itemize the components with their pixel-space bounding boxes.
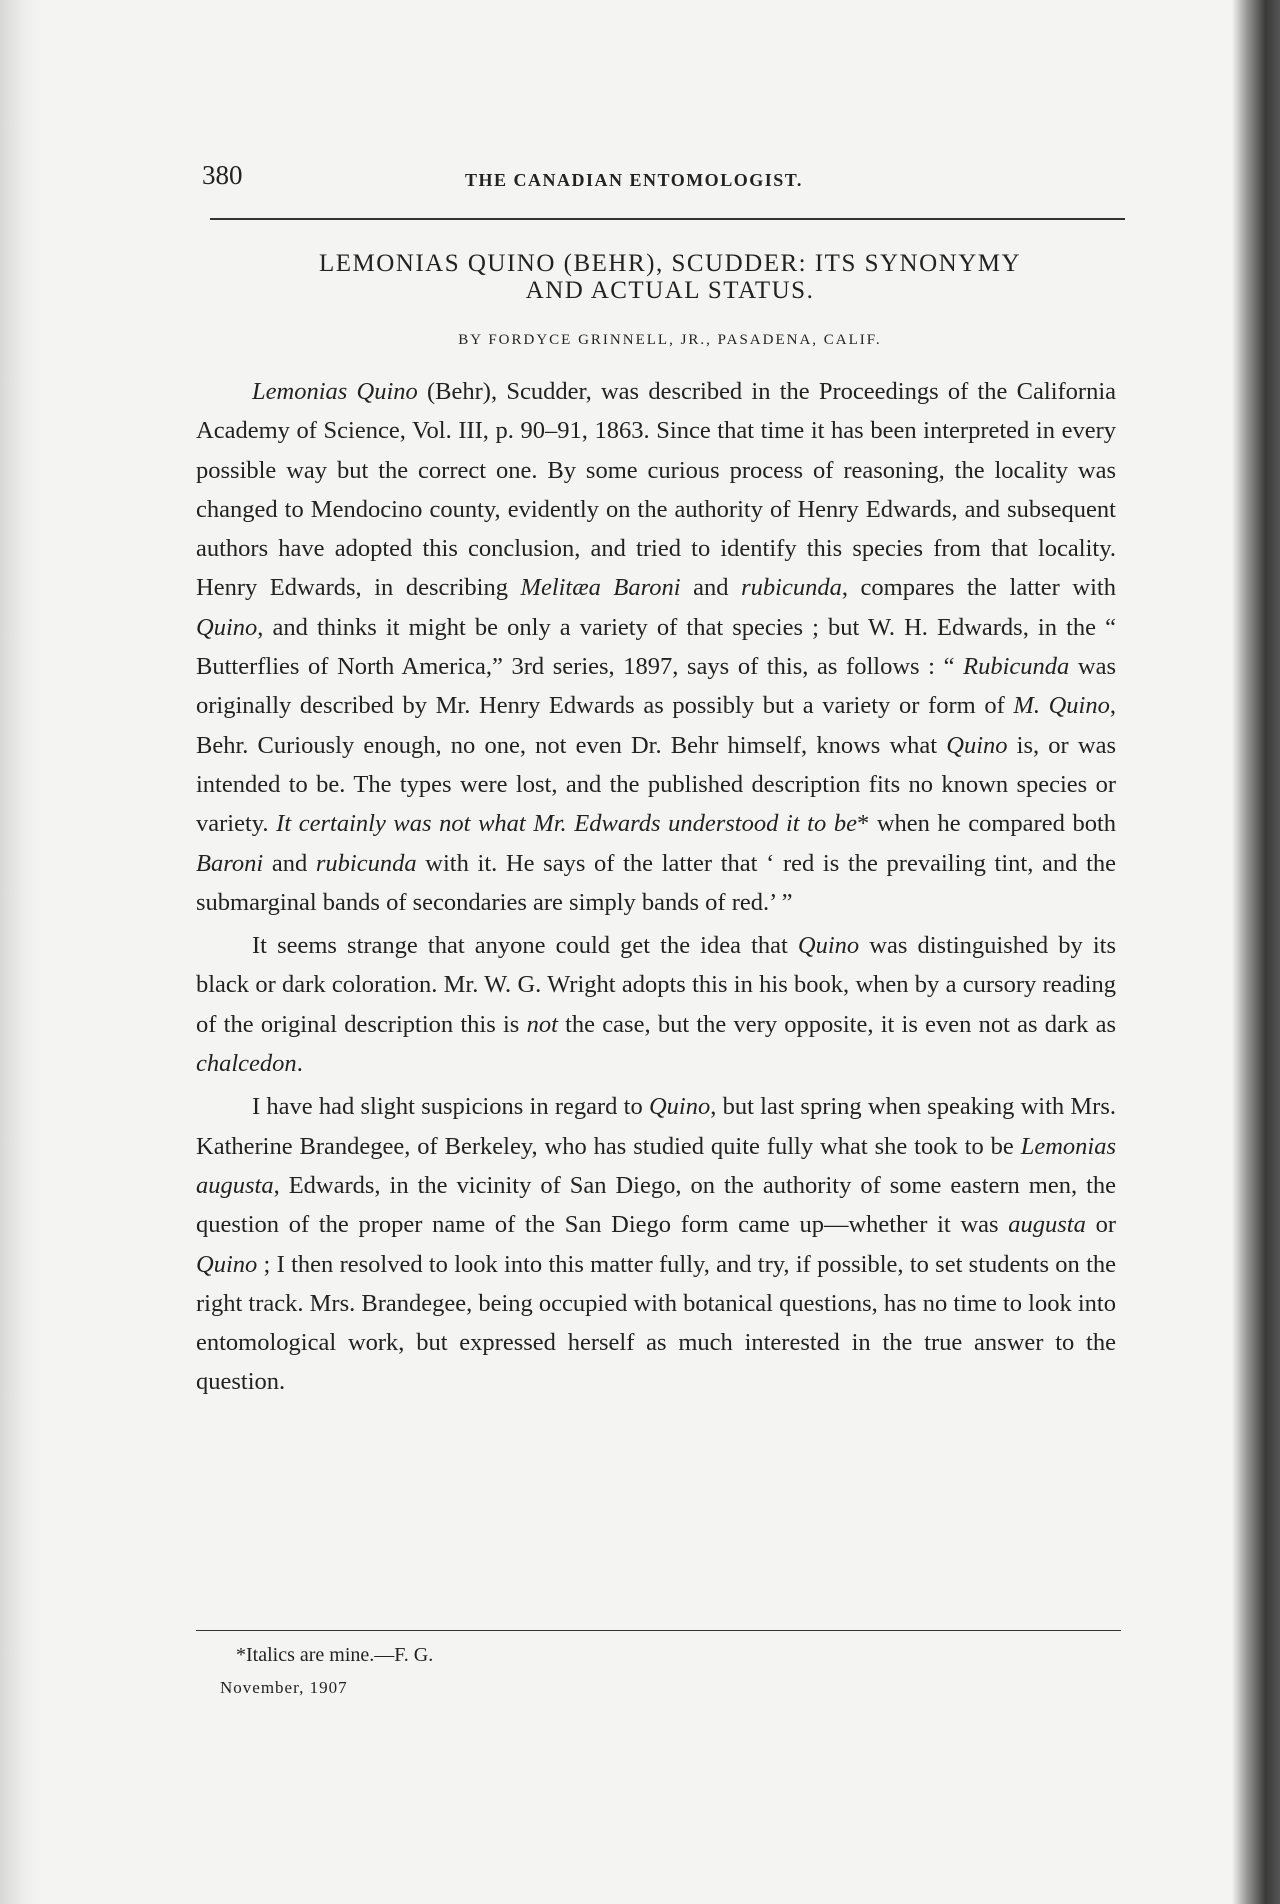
- book-spine-edge: [1232, 0, 1280, 1904]
- text-span: is, or was intended to be. The types were lost, and the published description fits no known species or variety.: [196, 731, 1116, 838]
- paragraph-2: [196, 926, 1116, 1083]
- page-left-shadow: [0, 0, 40, 1904]
- italic-span: Lemonias Quino: [252, 378, 418, 405]
- article-title: [210, 250, 1130, 304]
- article-byline: BY FORDYCE GRINNELL, JR., PASADENA, CALIF.: [458, 332, 882, 348]
- text-span: with it. He says of the latter that ‘ red is the prevailing tint, and the submarginal bands of secondaries are simply bands of red.’ ”: [196, 849, 1117, 916]
- text-span: , compares the latter with: [841, 574, 1116, 602]
- text-span: the case, but the very opposite, it is even not as dark as: [557, 1010, 1116, 1038]
- text-span: .: [296, 1050, 303, 1078]
- italic-span: Quino: [196, 613, 258, 641]
- footnote-rule: [196, 1630, 1121, 1631]
- text-span: was distinguished by its black or dark coloration. Mr. W. G. Wright adopts this in his book, when by a cursory reading of the original description this is: [196, 932, 1116, 1038]
- text-span: or: [1085, 1211, 1116, 1239]
- title-line-1: LEMONIAS QUINO (BEHR), SCUDDER: ITS SYNONYMY: [318, 250, 1022, 277]
- italic-span: Baroni: [196, 849, 264, 877]
- footnote: *Italics are mine.—F. G.: [236, 1644, 434, 1666]
- italic-span: Quino: [946, 731, 1008, 759]
- italic-span: not: [526, 1010, 558, 1038]
- text-span: was originally described by Mr. Henry Edwards as possibly but a variety or form of: [196, 653, 1116, 720]
- paragraph-3: [196, 1087, 1116, 1401]
- journal-page: [190, 150, 1130, 1697]
- title-line-2: AND ACTUAL STATUS.: [525, 277, 815, 304]
- text-span: I have had slight suspicions in regard to: [252, 1093, 649, 1121]
- text-span: and: [680, 574, 742, 602]
- text-span: ; I then resolved to look into this matter fully, and try, if possible, to set students on the right track. Mrs. Brandegee, being occupied with botanical questions, has no time to look into entomological work, but expressed herself as much interested in the true answer to the question.: [196, 1250, 1116, 1396]
- paragraph-1: [196, 372, 1116, 922]
- text-span: and: [263, 849, 316, 877]
- italic-span: chalcedon: [196, 1050, 297, 1078]
- italic-span: Melitæa Baroni: [520, 574, 681, 602]
- italic-span: Lemonias augusta: [196, 1132, 1116, 1199]
- italic-span: Quino: [196, 1250, 258, 1278]
- page-header: [190, 150, 1130, 190]
- italic-span: M. Quino: [1013, 692, 1110, 720]
- text-span: , Behr. Curiously enough, no one, not even Dr. Behr himself, knows what: [196, 692, 1116, 759]
- italic-span: Rubicunda: [963, 653, 1070, 681]
- running-head: THE CANADIAN ENTOMOLOGIST.: [465, 170, 803, 190]
- text-span: (Behr), Scudder, was described in the Proceedings of the California Academy of Science, Vol. III, p. 90–91, 1863. Since that time it has been interpreted in every possible way but the correct one. By some curious process of reasoning, the locality was changed to Mendocino county, evidently on the authority of Henry Edwards, and subsequent authors have adopted this conclusion, and tried to identify this species from that locality. Henry Edwards, in describing: [196, 378, 1116, 602]
- italic-span: rubicunda: [315, 849, 417, 877]
- text-span: It seems strange that anyone could get the idea that: [252, 932, 798, 960]
- text-span: , and thinks it might be only a variety of that species ; but W. H. Edwards, in the “ Butterflies of North America,” 3rd series, 1897, says of this, as follows : “: [196, 613, 1116, 681]
- text-span: , Edwards, in the vicinity of San Diego, on the authority of some eastern men, the question of the proper name of the San Diego form came up—whether it was: [196, 1171, 1116, 1239]
- italic-span: augusta: [1008, 1211, 1086, 1239]
- text-span: * when he compared both: [856, 810, 1116, 838]
- issue-dateline: November, 1907: [220, 1678, 348, 1697]
- header-rule: [210, 218, 1125, 220]
- article-body: [196, 372, 1116, 1402]
- italic-span: Quino: [797, 932, 860, 960]
- text-span: , but last spring when speaking with Mrs. Katherine Brandegee, of Berkeley, who has studied quite fully what she took to be: [196, 1093, 1116, 1160]
- italic-span: It certainly was not what Mr. Edwards understood it to be: [276, 810, 857, 838]
- italic-span: rubicunda: [741, 574, 842, 602]
- italic-span: Quino: [648, 1093, 711, 1121]
- page-number: 380: [202, 160, 243, 190]
